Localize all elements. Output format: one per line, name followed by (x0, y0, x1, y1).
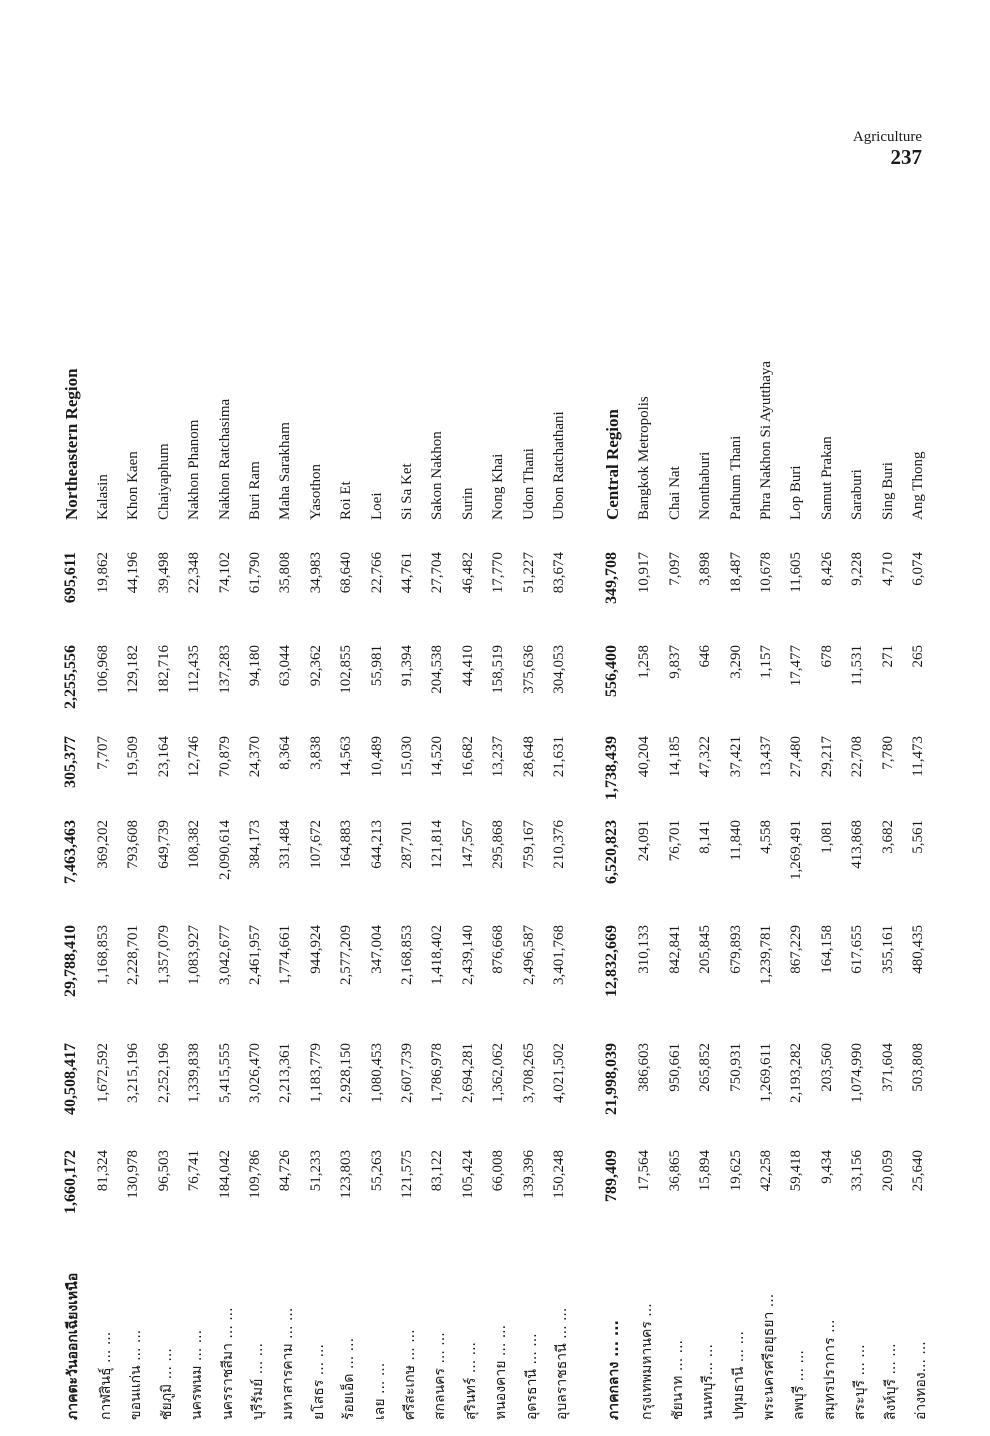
thai-province-name: สิงห์บุรี ... ... (882, 1343, 899, 1420)
value-cell-v4: 16,682 (459, 736, 476, 778)
value-cell-v2: 2,439,140 (459, 925, 476, 985)
value-cell-v5: 94,180 (247, 645, 263, 687)
value-cell-v0: 1,660,172 (62, 1150, 79, 1214)
value-cell-v5: 11,531 (849, 645, 866, 686)
value-cell-v2: 2,577,209 (338, 925, 355, 985)
thai-province-name: เลย ... ... (371, 1362, 388, 1420)
table-row (880, 170, 906, 1420)
thai-province-name: นครราชสีมา ... ... (219, 1307, 236, 1420)
value-cell-v4: 29,217 (818, 736, 835, 778)
value-cell-v0: 121,575 (399, 1150, 415, 1199)
value-cell-v5: 112,435 (186, 645, 203, 694)
value-cell-v4: 40,204 (636, 736, 653, 778)
value-cell-v1: 2,607,739 (399, 1043, 415, 1103)
value-cell-v2: 944,924 (307, 925, 324, 974)
english-province-name: Yasothon (307, 464, 324, 520)
thai-province-name: ชัยภูมิ ... ... (158, 1348, 175, 1420)
value-cell-v5: 3,290 (727, 645, 744, 679)
value-cell-v0: 66,008 (490, 1150, 507, 1192)
thai-province-name: ลพบุรี ... ... (791, 1350, 808, 1420)
value-cell-v5: 646 (697, 645, 714, 668)
table-row (338, 170, 364, 1420)
value-cell-v3: 413,868 (849, 820, 866, 869)
value-cell-v6: 74,102 (216, 552, 233, 594)
value-cell-v5: 265 (910, 645, 926, 668)
value-cell-v0: 184,042 (216, 1150, 233, 1199)
thai-province-name: อุดรธานี ... ... (523, 1333, 540, 1420)
value-cell-v3: 331,484 (277, 820, 294, 869)
value-cell-v1: 503,808 (910, 1043, 926, 1092)
value-cell-v2: 679,893 (727, 925, 744, 974)
value-cell-v0: 20,059 (879, 1150, 896, 1192)
value-cell-v5: 678 (818, 645, 835, 668)
table-row (728, 170, 754, 1420)
value-cell-v3: 384,173 (247, 820, 263, 869)
section-title: Agriculture (852, 129, 922, 145)
value-cell-v4: 3,838 (307, 736, 324, 770)
value-cell-v2: 310,133 (636, 925, 653, 974)
thai-province-name: นครพนม ... ... (189, 1329, 206, 1420)
value-cell-v2: 355,161 (879, 925, 896, 974)
thai-province-name: กรุงเทพมหานคร ... (639, 1303, 656, 1420)
value-cell-v4: 13,237 (490, 736, 507, 778)
value-cell-v4: 28,648 (520, 736, 537, 778)
value-cell-v2: 2,496,587 (520, 925, 537, 985)
value-cell-v6: 83,674 (551, 552, 567, 594)
value-cell-v6: 34,983 (307, 552, 324, 594)
value-cell-v3: 147,567 (459, 820, 476, 869)
table-row (667, 170, 693, 1420)
thai-province-name: อ่างทอง... ... (913, 1341, 929, 1420)
value-cell-v2: 347,004 (368, 925, 385, 974)
thai-province-name: ชัยนาท ... ... (669, 1340, 686, 1420)
thai-province-name: ขอนแก่น ... ... (128, 1329, 145, 1420)
table-row (551, 170, 577, 1420)
value-cell-v0: 789,409 (603, 1150, 621, 1202)
thai-province-name: ยโสธร ... ... (310, 1344, 327, 1420)
thai-province-name: ภาคตะวันออกเฉียงเหนือ (65, 1272, 81, 1420)
value-cell-v6: 22,766 (368, 552, 385, 594)
value-cell-v3: 4,558 (758, 820, 774, 854)
value-cell-v0: 81,324 (95, 1150, 111, 1192)
value-cell-v4: 23,164 (155, 736, 172, 778)
value-cell-v5: 158,519 (490, 645, 507, 694)
english-province-name: Buri Ram (247, 461, 263, 520)
value-cell-v6: 39,498 (155, 552, 172, 594)
english-province-name: Loei (368, 492, 385, 520)
value-cell-v6: 6,074 (910, 552, 926, 586)
value-cell-v5: 304,053 (551, 645, 567, 694)
value-cell-v2: 2,168,853 (399, 925, 415, 985)
table-row (758, 170, 784, 1420)
table-row (247, 170, 273, 1420)
value-cell-v6: 18,487 (727, 552, 744, 594)
value-cell-v3: 1,269,491 (788, 820, 805, 880)
value-cell-v2: 3,401,768 (551, 925, 567, 985)
value-cell-v1: 1,339,838 (186, 1043, 203, 1103)
english-province-name: Lop Buri (788, 465, 805, 520)
value-cell-v4: 11,473 (910, 736, 926, 777)
value-cell-v3: 2,090,614 (216, 820, 233, 880)
value-cell-v1: 40,508,417 (62, 1043, 79, 1115)
thai-province-name: สุรินทร์ ... ... (462, 1342, 479, 1420)
value-cell-v5: 2,255,556 (62, 645, 79, 709)
english-province-name: Nakhon Ratchasima (216, 398, 233, 520)
value-cell-v5: 17,477 (788, 645, 805, 687)
value-cell-v3: 7,463,463 (62, 820, 79, 884)
value-cell-v1: 1,074,990 (849, 1043, 866, 1103)
value-cell-v1: 1,080,453 (368, 1043, 385, 1103)
value-cell-v6: 51,227 (520, 552, 537, 594)
value-cell-v2: 1,357,079 (155, 925, 172, 985)
value-cell-v0: 150,248 (551, 1150, 567, 1199)
statistics-table (60, 170, 940, 1420)
table-row (369, 170, 395, 1420)
value-cell-v6: 44,761 (399, 552, 415, 594)
value-cell-v5: 9,837 (666, 645, 683, 679)
value-cell-v3: 793,608 (125, 820, 142, 869)
english-province-name: Ubon Ratchathani (551, 411, 567, 520)
value-cell-v6: 10,917 (636, 552, 653, 594)
value-cell-v3: 121,814 (429, 820, 446, 869)
table-row (217, 170, 243, 1420)
english-province-name: Khon Kaen (125, 451, 142, 520)
thai-province-name: ภาคกลาง ... ... (606, 1320, 623, 1420)
value-cell-v1: 371,604 (879, 1043, 896, 1092)
value-cell-v2: 164,158 (818, 925, 835, 974)
value-cell-v6: 7,097 (666, 552, 683, 586)
value-cell-v4: 24,370 (247, 736, 263, 778)
value-cell-v1: 5,415,555 (216, 1043, 233, 1103)
value-cell-v6: 4,710 (879, 552, 896, 586)
value-cell-v1: 1,183,779 (307, 1043, 324, 1103)
value-cell-v5: 129,182 (125, 645, 142, 694)
value-cell-v5: 375,636 (520, 645, 537, 694)
value-cell-v5: 91,394 (399, 645, 415, 687)
value-cell-v1: 3,026,470 (247, 1043, 263, 1103)
value-cell-v6: 349,708 (603, 552, 621, 604)
value-cell-v2: 29,788,410 (62, 925, 79, 997)
value-cell-v6: 19,862 (95, 552, 111, 594)
value-cell-v6: 22,348 (186, 552, 203, 594)
value-cell-v6: 11,605 (788, 552, 805, 593)
english-province-name: Ang Thong (910, 451, 926, 520)
value-cell-v1: 203,560 (818, 1043, 835, 1092)
value-cell-v2: 1,168,853 (95, 925, 111, 985)
value-cell-v5: 1,258 (636, 645, 653, 679)
value-cell-v4: 15,030 (399, 736, 415, 778)
value-cell-v6: 17,770 (490, 552, 507, 594)
value-cell-v4: 14,563 (338, 736, 355, 778)
english-province-name: Chaiyaphum (155, 443, 172, 520)
english-province-name: Saraburi (849, 469, 866, 520)
value-cell-v4: 8,364 (277, 736, 294, 770)
value-cell-v4: 47,322 (697, 736, 714, 778)
value-cell-v2: 205,845 (697, 925, 714, 974)
english-province-name: Si Sa Ket (399, 463, 415, 520)
value-cell-v0: 59,418 (788, 1150, 805, 1192)
value-cell-v1: 2,928,150 (338, 1043, 355, 1103)
value-cell-v2: 617,655 (849, 925, 866, 974)
value-cell-v5: 55,981 (368, 645, 385, 687)
english-province-name: Central Region (603, 409, 623, 520)
value-cell-v1: 3,708,265 (520, 1043, 537, 1103)
english-province-name: Roi Et (338, 481, 355, 520)
value-cell-v1: 2,193,282 (788, 1043, 805, 1103)
table-row (910, 170, 936, 1420)
thai-province-name: มหาสารคาม ... ... (280, 1307, 297, 1420)
value-cell-v3: 287,701 (399, 820, 415, 869)
value-cell-v3: 107,672 (307, 820, 324, 869)
value-cell-v3: 644,213 (368, 820, 385, 869)
table-row (308, 170, 334, 1420)
value-cell-v3: 108,382 (186, 820, 203, 869)
value-cell-v2: 1,418,402 (429, 925, 446, 985)
english-province-name: Maha Sarakham (277, 422, 294, 520)
thai-province-name: ร้อยเอ็ด ... ... (341, 1337, 358, 1420)
table-row (636, 170, 662, 1420)
table-row (788, 170, 814, 1420)
value-cell-v3: 295,868 (490, 820, 507, 869)
table-row (399, 170, 425, 1420)
value-cell-v2: 842,841 (666, 925, 683, 974)
table-region-row (62, 170, 88, 1420)
thai-province-name: สระบุรี ... ... (852, 1344, 869, 1420)
value-cell-v5: 63,044 (277, 645, 294, 687)
value-cell-v0: 25,640 (910, 1150, 926, 1192)
value-cell-v3: 76,701 (666, 820, 683, 862)
value-cell-v2: 2,228,701 (125, 925, 142, 985)
value-cell-v1: 2,213,361 (277, 1043, 294, 1103)
value-cell-v1: 1,269,611 (758, 1043, 774, 1103)
table-row (186, 170, 212, 1420)
value-cell-v5: 556,400 (603, 645, 621, 697)
value-cell-v4: 10,489 (368, 736, 385, 778)
table-row (521, 170, 547, 1420)
thai-province-name: พระนครศรีอยุธยา ... (761, 1293, 777, 1420)
value-cell-v6: 27,704 (429, 552, 446, 594)
value-cell-v2: 3,042,677 (216, 925, 233, 985)
value-cell-v1: 750,931 (727, 1043, 744, 1092)
value-cell-v4: 22,708 (849, 736, 866, 778)
value-cell-v4: 27,480 (788, 736, 805, 778)
value-cell-v5: 1,157 (758, 645, 774, 679)
value-cell-v3: 759,167 (520, 820, 537, 869)
value-cell-v4: 12,746 (186, 736, 203, 778)
value-cell-v1: 1,362,062 (490, 1043, 507, 1103)
value-cell-v6: 35,808 (277, 552, 294, 594)
value-cell-v3: 8,141 (697, 820, 714, 854)
value-cell-v0: 76,741 (186, 1150, 203, 1192)
value-cell-v0: 42,258 (758, 1150, 774, 1192)
value-cell-v4: 70,879 (216, 736, 233, 778)
value-cell-v1: 386,603 (636, 1043, 653, 1092)
value-cell-v2: 876,668 (490, 925, 507, 974)
thai-province-name: บุรีรัมย์ ... ... (250, 1343, 266, 1420)
value-cell-v4: 14,520 (429, 736, 446, 778)
thai-province-name: สมุทรปราการ ... (821, 1319, 838, 1420)
value-cell-v6: 46,482 (459, 552, 476, 594)
value-cell-v1: 2,252,196 (155, 1043, 172, 1103)
value-cell-v4: 19,509 (125, 736, 142, 778)
value-cell-v2: 1,083,927 (186, 925, 203, 985)
english-province-name: Nong Khai (490, 453, 507, 520)
value-cell-v0: 33,156 (849, 1150, 866, 1192)
english-province-name: Sing Buri (879, 462, 896, 520)
value-cell-v2: 1,239,781 (758, 925, 774, 985)
value-cell-v3: 210,376 (551, 820, 567, 869)
english-province-name: Northeastern Region (62, 368, 81, 520)
value-cell-v5: 271 (879, 645, 896, 668)
value-cell-v0: 55,263 (368, 1150, 385, 1192)
value-cell-v2: 1,774,661 (277, 925, 294, 985)
value-cell-v6: 44,196 (125, 552, 142, 594)
value-cell-v3: 649,739 (155, 820, 172, 869)
value-cell-v5: 92,362 (307, 645, 324, 687)
table-row (849, 170, 875, 1420)
value-cell-v5: 182,716 (155, 645, 172, 694)
value-cell-v4: 7,707 (95, 736, 111, 770)
table-row (277, 170, 303, 1420)
value-cell-v0: 139,396 (520, 1150, 537, 1199)
value-cell-v2: 867,229 (788, 925, 805, 974)
table-region-row (603, 170, 629, 1420)
value-cell-v5: 106,968 (95, 645, 111, 694)
english-province-name: Chai Nat (666, 466, 683, 520)
value-cell-v3: 3,682 (879, 820, 896, 854)
value-cell-v6: 10,678 (758, 552, 774, 594)
thai-province-name: อุบลราชธานี ... ... (554, 1307, 570, 1420)
value-cell-v0: 36,865 (666, 1150, 683, 1192)
value-cell-v1: 4,021,502 (551, 1043, 567, 1103)
table-row (697, 170, 723, 1420)
thai-province-name: หนองคาย ... ... (493, 1324, 510, 1420)
value-cell-v1: 21,998,039 (603, 1043, 621, 1115)
value-cell-v5: 137,283 (216, 645, 233, 694)
english-province-name: Phra Nakhon Si Ayutthaya (758, 360, 774, 520)
value-cell-v0: 109,786 (247, 1150, 263, 1199)
value-cell-v2: 480,435 (910, 925, 926, 974)
table-row (460, 170, 486, 1420)
value-cell-v1: 3,215,196 (125, 1043, 142, 1103)
value-cell-v0: 19,625 (727, 1150, 744, 1192)
value-cell-v4: 37,421 (727, 736, 744, 778)
thai-province-name: กาฬสินธุ์ ... ... (98, 1331, 114, 1420)
value-cell-v0: 15,894 (697, 1150, 714, 1192)
value-cell-v6: 8,426 (818, 552, 835, 586)
value-cell-v4: 305,377 (62, 736, 79, 788)
value-cell-v5: 102,855 (338, 645, 355, 694)
value-cell-v6: 61,790 (247, 552, 263, 594)
english-province-name: Samut Prakan (818, 436, 835, 520)
english-province-name: Sakon Nakhon (429, 431, 446, 520)
value-cell-v4: 14,185 (666, 736, 683, 778)
value-cell-v3: 5,561 (910, 820, 926, 854)
value-cell-v6: 68,640 (338, 552, 355, 594)
value-cell-v5: 204,538 (429, 645, 446, 694)
value-cell-v0: 96,503 (155, 1150, 172, 1192)
table-row (490, 170, 516, 1420)
thai-province-name: นนทบุรี... ... (700, 1344, 717, 1420)
value-cell-v1: 2,694,281 (459, 1043, 476, 1103)
value-cell-v0: 9,434 (818, 1150, 835, 1184)
english-province-name: Kalasin (95, 474, 111, 520)
page-header (853, 128, 922, 168)
english-province-name: Udon Thani (520, 448, 537, 520)
thai-province-name: ปทุมธานี ... ... (730, 1331, 747, 1420)
english-province-name: Pathum Thani (727, 435, 744, 520)
thai-province-name: ศรีสะเกษ ... ... (402, 1329, 418, 1420)
value-cell-v0: 51,233 (307, 1150, 324, 1192)
value-cell-v3: 24,091 (636, 820, 653, 862)
value-cell-v6: 9,228 (849, 552, 866, 586)
value-cell-v3: 369,202 (95, 820, 111, 869)
value-cell-v0: 84,726 (277, 1150, 294, 1192)
english-province-name: Nakhon Phanom (186, 419, 203, 520)
page-number: 237 (890, 145, 922, 169)
value-cell-v3: 1,081 (818, 820, 835, 854)
value-cell-v0: 130,978 (125, 1150, 142, 1199)
table-row (125, 170, 151, 1420)
value-cell-v5: 44,410 (459, 645, 476, 687)
value-cell-v1: 1,672,592 (95, 1043, 111, 1103)
thai-province-name: สกลนคร ... ... (432, 1332, 449, 1420)
value-cell-v6: 695,611 (62, 552, 79, 604)
value-cell-v3: 164,883 (338, 820, 355, 869)
value-cell-v0: 83,122 (429, 1150, 446, 1192)
english-province-name: Bangkok Metropolis (636, 396, 653, 520)
value-cell-v3: 11,840 (727, 820, 744, 861)
table-row (429, 170, 455, 1420)
value-cell-v2: 2,461,957 (247, 925, 263, 985)
value-cell-v4: 1,738,439 (603, 736, 621, 800)
english-province-name: Surin (459, 487, 476, 520)
value-cell-v2: 12,832,669 (603, 925, 621, 997)
table-row (156, 170, 182, 1420)
value-cell-v6: 3,898 (697, 552, 714, 586)
table-row (95, 170, 121, 1420)
value-cell-v0: 123,803 (338, 1150, 355, 1199)
value-cell-v1: 265,852 (697, 1043, 714, 1092)
value-cell-v1: 1,786,978 (429, 1043, 446, 1103)
table-row (819, 170, 845, 1420)
value-cell-v4: 21,631 (551, 736, 567, 778)
value-cell-v3: 6,520,823 (603, 820, 621, 884)
value-cell-v4: 7,780 (879, 736, 896, 770)
value-cell-v0: 17,564 (636, 1150, 653, 1192)
english-province-name: Nonthaburi (697, 451, 714, 520)
value-cell-v4: 13,437 (758, 736, 774, 778)
value-cell-v0: 105,424 (459, 1150, 476, 1199)
value-cell-v1: 950,661 (666, 1043, 683, 1092)
